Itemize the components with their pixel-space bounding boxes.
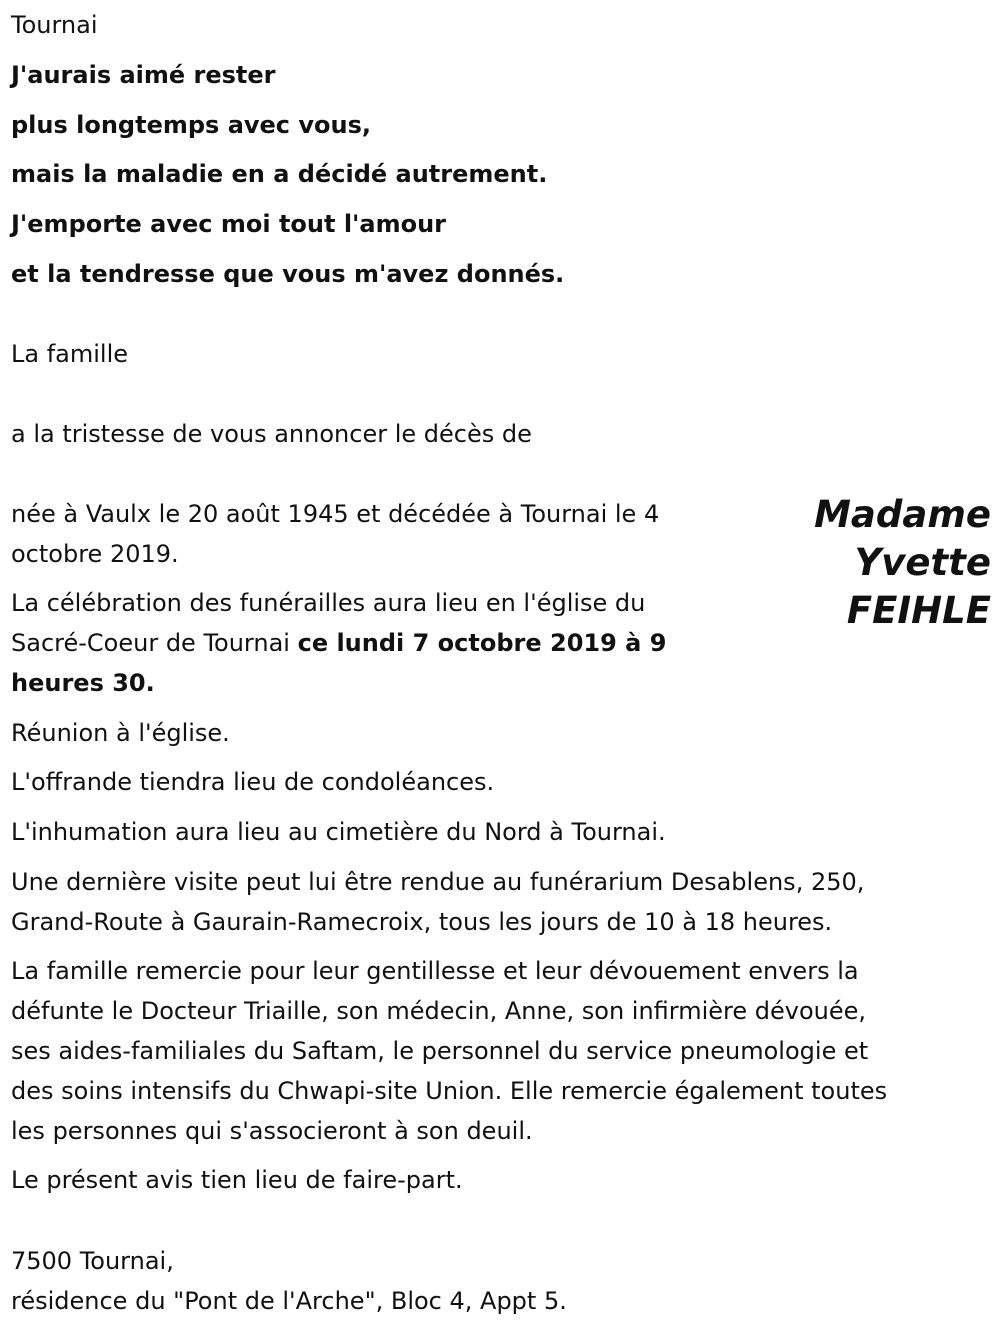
funeral-date: ce lundi 7 octobre 2019 à 9 [297, 629, 667, 657]
poem-line: J'aurais aimé rester [11, 61, 276, 89]
thanks-line: La famille remercie pour leur gentillesse et leur dévouement envers la [11, 957, 859, 985]
address-line: 7500 Tournai, [11, 1247, 174, 1275]
poem-line: mais la maladie en a décidé autrement. [11, 160, 548, 188]
obituary-notice [11, 0, 991, 1335]
deceased-first-name: Yvette [854, 541, 991, 584]
deceased-title: Madame [814, 493, 991, 536]
birth-death-line: octobre 2019. [11, 540, 179, 568]
deceased-last-name: FEIHLE [846, 589, 991, 632]
offering-notice: L'offrande tiendra lieu de condoléances. [11, 768, 495, 796]
header-city: Tournai [11, 11, 98, 39]
thanks-line: défunte le Docteur Triaille, son médecin, Anne, son infirmière dévouée, [11, 997, 867, 1025]
funeral-line [11, 623, 666, 663]
meeting-notice: Réunion à l'église. [11, 719, 230, 747]
burial-notice: L'inhumation aura lieu au cimetière du Nord à Tournai. [11, 818, 666, 846]
funeral-time: heures 30. [11, 669, 155, 697]
thanks-line: ses aides-familiales du Saftam, le personnel du service pneumologie et [11, 1037, 869, 1065]
funeral-place: Sacré-Coeur de Tournai [11, 629, 298, 657]
visit-line: Une dernière visite peut lui être rendue au funérarium Desablens, 250, [11, 868, 865, 896]
poem-line: et la tendresse que vous m'avez donnés. [11, 260, 565, 288]
poem-line: plus longtemps avec vous, [11, 111, 372, 139]
thanks-line: les personnes qui s'associeront à son deuil. [11, 1117, 533, 1145]
funeral-line [11, 663, 155, 703]
birth-death-line: née à Vaulx le 20 août 1945 et décédée à Tournai le 4 [11, 500, 660, 528]
funeral-line: La célébration des funérailles aura lieu en l'église du [11, 589, 646, 617]
poem-line: J'emporte avec moi tout l'amour [11, 210, 447, 238]
closing-notice: Le présent avis tien lieu de faire-part. [11, 1166, 463, 1194]
visit-line: Grand-Route à Gaurain-Ramecroix, tous les jours de 10 à 18 heures. [11, 908, 833, 936]
announcement: a la tristesse de vous annoncer le décès de [11, 420, 532, 448]
thanks-line: des soins intensifs du Chwapi-site Union. Elle remercie également toutes [11, 1077, 888, 1105]
family-intro: La famille [11, 340, 129, 368]
address-line: résidence du "Pont de l'Arche", Bloc 4, Appt 5. [11, 1287, 567, 1315]
deceased-name [814, 491, 991, 635]
